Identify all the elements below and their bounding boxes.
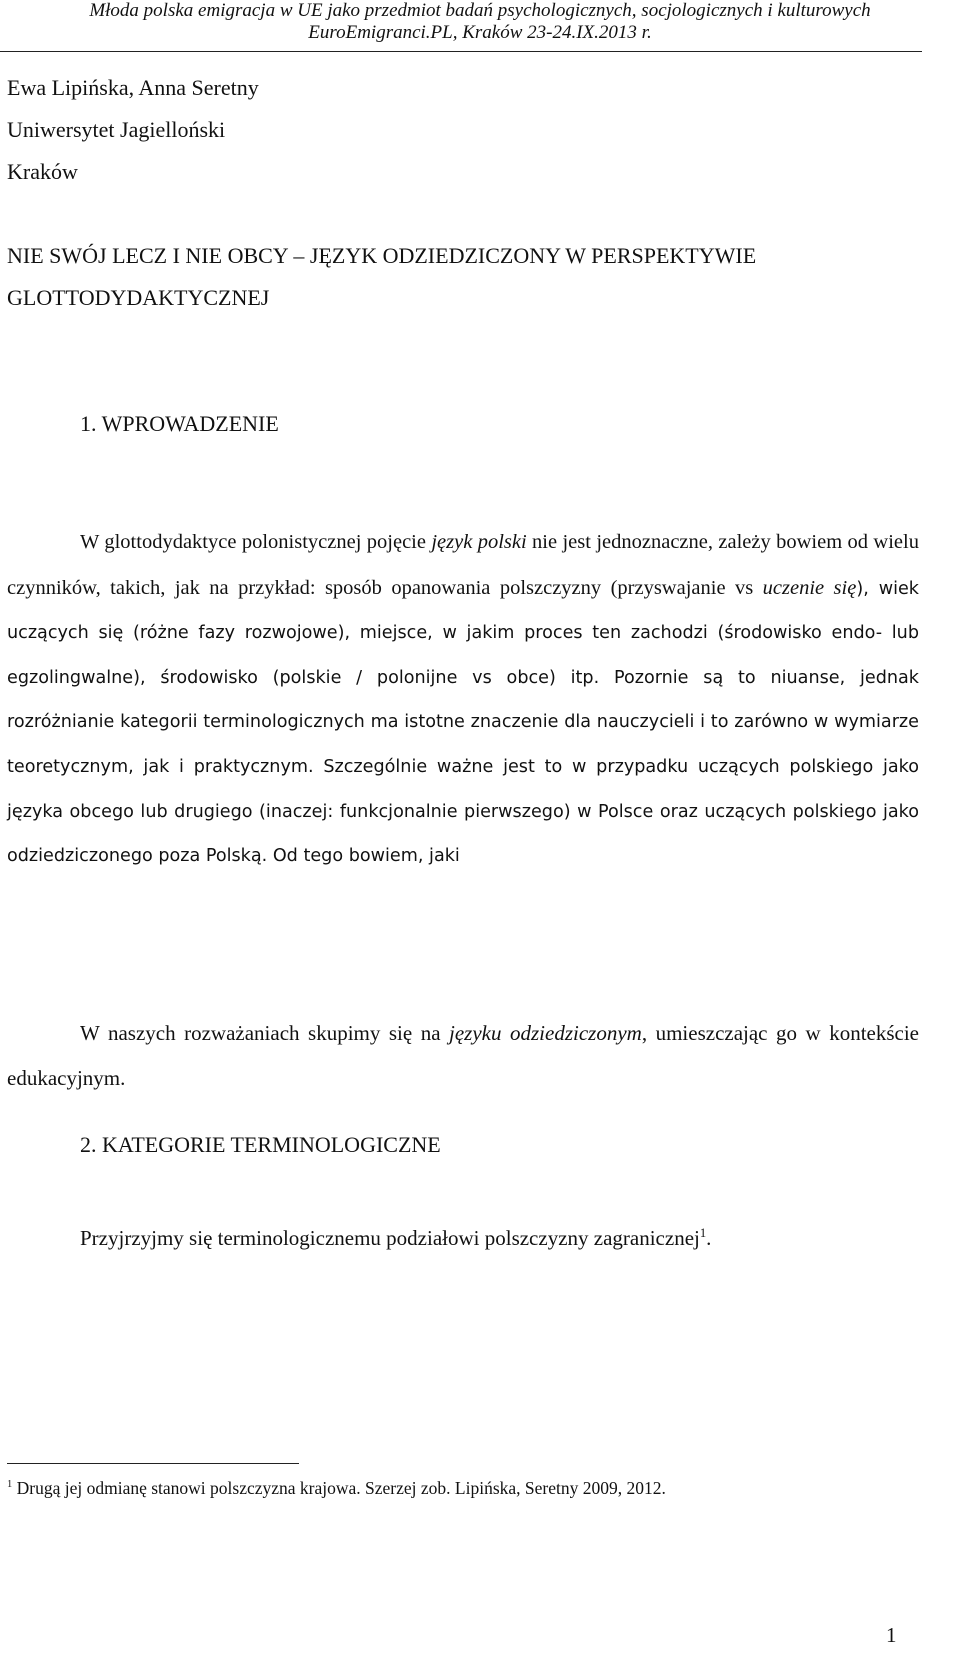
header-divider <box>0 51 922 52</box>
term-jezyk-odziedziczony: języku odziedziczonym <box>449 1021 642 1045</box>
intro-text-3: ), wiek uczących się (różne fazy rozwojowe), miejsce, w jakim proces ten zachodzi (środowisko endo- lub egzolingwalne), środowisko (polskie / polonijne vs obce) itp. Pozornie są to niuanse, jednak rozróżnianie kategorii terminologicznych ma istotne znaczenie dla nauczycieli i to zarówno w wymiarze teoretycznym, jak i praktycznym. Szczególnie ważne jest to w przypadku uczących polskiego jako języka obcego lub drugiego (inaczej: funkcjonalnie pierwszego) w Polsce oraz uczących polskiego jako odziedziczonego poza Polską. Od tego bowiem, jaki <box>7 578 919 867</box>
section-2-paragraph <box>80 1224 711 1252</box>
running-header <box>0 0 960 44</box>
page-number: 1 <box>886 1623 897 1647</box>
paper-title-line-2: GLOTTODYDAKTYCZNEJ <box>7 285 270 310</box>
term-jezyk-polski: język polski <box>431 531 527 553</box>
section-2-text: Przyjrzyjmy się terminologicznemu podziałowi polszczyzny zagranicznej <box>80 1226 700 1250</box>
intro-text-1: W glottodydaktyce polonistycznej pojęcie <box>80 531 432 553</box>
footnote-number: 1 <box>7 1479 13 1491</box>
paper-title-line-1: NIE SWÓJ LECZ I NIE OBCY – JĘZYK ODZIEDZICZONY W PERSPEKTYWIE <box>7 243 757 268</box>
header-conference-title: Młoda polska emigracja w UE jako przedmiot badań psychologicznych, socjologicznych i kulturowych <box>89 0 871 21</box>
section-1-body <box>7 520 919 879</box>
section-2-heading: 2. KATEGORIE TERMINOLOGICZNE <box>80 1132 441 1157</box>
term-uczenie-sie: uczenie się <box>762 576 857 599</box>
header-event-info: EuroEmigranci.PL, Kraków 23-24.IX.2013 r. <box>308 22 652 43</box>
paragraph-focus <box>7 1011 919 1101</box>
focus-text-1: W naszych rozważaniach skupimy się na <box>80 1021 450 1045</box>
paragraph-intro <box>7 520 919 879</box>
footnote-text: Drugą jej odmianę stanowi polszczyzna krajowa. Szerzej zob. Lipińska, Seretny 2009, 2012. <box>12 1478 666 1498</box>
section-1-heading: 1. WPROWADZENIE <box>80 411 279 436</box>
section-2-text-end: . <box>706 1226 712 1250</box>
city: Kraków <box>7 159 78 184</box>
focus-text-2: , umieszczając go w kontekście edukacyjnym. <box>7 1021 919 1090</box>
footnote <box>7 1477 666 1499</box>
footnote-reference[interactable]: 1 <box>699 1226 707 1240</box>
section-1-continued <box>7 1011 919 1101</box>
authors: Ewa Lipińska, Anna Seretny <box>7 75 259 100</box>
intro-text-2: nie jest jednoznaczne, zależy bowiem od wielu czynników, takich, jak na przykład: sposób opanowania polszczyzny (przyswajanie vs <box>7 531 919 599</box>
affiliation: Uniwersytet Jagielloński <box>7 117 226 142</box>
footnote-divider <box>7 1463 299 1464</box>
